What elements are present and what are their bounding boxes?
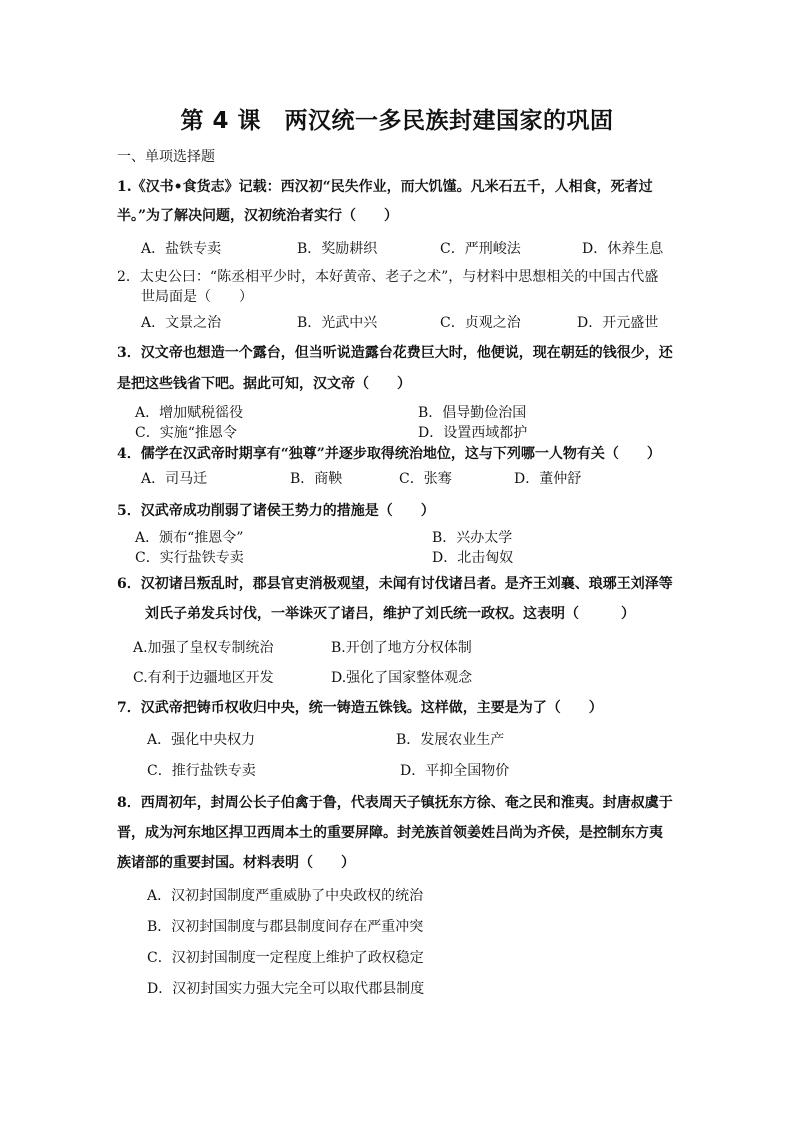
question-text: 3．汉文帝也想造一个露台，但当听说造露台花费巨大时，他便说，现在朝廷的钱很少，还 [117, 345, 673, 361]
option-d: D．平抑全国物价 [400, 763, 510, 779]
option-c: C.有利于边疆地区开发 [133, 670, 274, 686]
option-a: A．汉初封国制度严重威胁了中央政权的统治 [147, 888, 424, 904]
question-text: 2．太史公曰：“陈丞相平少时，本好黄帝、老子之术”，与材料中思想相关的中国古代盛 [117, 269, 659, 285]
option-c: C．推行盐铁专卖 [147, 763, 256, 779]
option-a: A．文景之治 [141, 315, 222, 331]
option-b: B．兴办太学 [432, 530, 513, 546]
option-c: C．汉初封国制度一定程度上维护了政权稳定 [147, 950, 424, 966]
question-text: 4．儒学在汉武帝时期享有“独尊”并逐步取得统治地位，这与下列哪一人物有关（ ） [117, 446, 661, 462]
option-a: A．司马迁 [141, 471, 208, 487]
question-text: 1.《汉书•食货志》记载：西汉初“民失作业，而大饥馑。凡米石五千，人相食，死者过 [117, 179, 653, 195]
question-text: 5．汉武帝成功削弱了诸侯王势力的措施是（ ） [117, 503, 435, 519]
question-text: 半。”为了解决问题，汉初统治者实行（ ） [117, 208, 399, 224]
question-text: 晋，成为河东地区捍卫西周本土的重要屏障。封羌族首领姜姓吕尚为齐侯，是控制东方夷 [117, 825, 663, 841]
question-text: 刘氏子弟发兵讨伐，一举诛灭了诸吕，维护了刘氏统一政权。这表明（ ） [145, 606, 635, 622]
question-text: 族诸部的重要封国。材料表明（ ） [117, 855, 355, 871]
page-title: 第 4 课 两汉统一多民族封建国家的巩固 [180, 108, 614, 134]
option-b: B．奖励耕织 [297, 241, 378, 257]
option-b: B．光武中兴 [297, 315, 378, 331]
option-a: A.加强了皇权专制统治 [133, 640, 274, 656]
option-d: D．汉初封国实力强大完全可以取代郡县制度 [147, 981, 425, 997]
question-text: 6．汉初诸吕叛乱时，郡县官吏消极观望，未闻有讨伐诸吕者。是齐王刘襄、琅琊王刘泽等 [117, 576, 673, 592]
option-c: C．严刑峻法 [440, 241, 521, 257]
option-a: A．增加赋税徭役 [135, 405, 244, 421]
question-text: 世局面是（ ） [141, 289, 253, 305]
option-c: C．张骞 [399, 471, 452, 487]
option-c: C．实行盐铁专卖 [135, 550, 244, 566]
option-d: D．设置西域都护 [418, 425, 528, 441]
option-d: D．北击匈奴 [432, 550, 514, 566]
option-d: D．休养生息 [582, 241, 664, 257]
question-text: 8．西周初年，封周公长子伯禽于鲁，代表周天子镇抚东方徐、奄之民和淮夷。封唐叔虞于 [117, 795, 673, 811]
option-c: C．贞观之治 [440, 315, 521, 331]
option-d: D.强化了国家整体观念 [331, 670, 473, 686]
question-text: 7．汉武帝把铸币权收归中央，统一铸造五铢钱。这样做，主要是为了（ ） [117, 700, 603, 716]
option-b: B．发展农业生产 [396, 732, 505, 748]
question-text: 是把这些钱省下吧。据此可知，汉文帝（ ） [117, 376, 411, 392]
option-d: D．开元盛世 [577, 315, 659, 331]
option-a: A．颁布“推恩令” [135, 530, 244, 546]
option-a: A．强化中央权力 [147, 732, 256, 748]
option-d: D．董仲舒 [514, 471, 582, 487]
option-c: C．实施“推恩令 [135, 425, 237, 441]
option-b: B．汉初封国制度与郡县制度间存在严重冲突 [147, 919, 424, 935]
option-b: B．商鞅 [290, 471, 343, 487]
section-heading: 一、单项选择题 [117, 149, 215, 165]
option-a: A．盐铁专卖 [141, 241, 222, 257]
option-b: B．倡导勤俭治国 [418, 405, 527, 421]
option-b: B.开创了地方分权体制 [331, 640, 472, 656]
